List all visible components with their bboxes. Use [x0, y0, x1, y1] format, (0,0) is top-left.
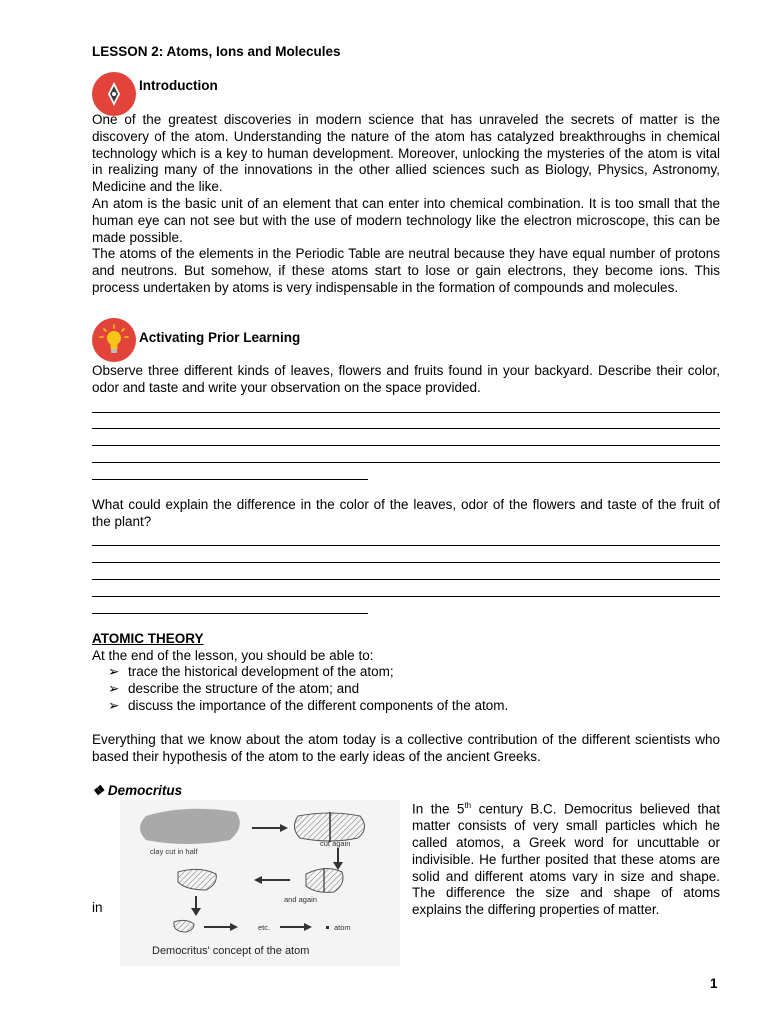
- arrow-bullet-icon: ➢: [108, 697, 120, 713]
- intro-paragraph: An atom is the basic unit of an element that can enter into chemical combination. It is too small that the human eye can not see but with the use of modern technology like the electron microscope, this can be made possible.: [92, 195, 720, 245]
- prior-question-2: What could explain the difference in the color of the leaves, odor of the flowers and taste of the fruit of the plant?: [92, 497, 720, 529]
- stray-word: in: [92, 900, 103, 915]
- figure-caption: Democritus' concept of the atom: [152, 945, 310, 957]
- page-number: 1: [710, 976, 718, 991]
- arrow-bullet-icon: ➢: [108, 664, 120, 679]
- answer-line: [92, 545, 720, 546]
- pen-icon: [92, 72, 136, 116]
- list-item: ➢ describe the structure of the atom; and: [108, 680, 360, 696]
- introduction-heading: Introduction: [139, 78, 218, 93]
- democritus-figure: [120, 800, 400, 966]
- arrow-bullet-icon: ➢: [108, 680, 120, 696]
- atomic-summary: Everything that we know about the atom today is a collective contribution of the different scientists who based their hypothesis of the atom to the early ideas of the ancient Greeks.: [92, 732, 720, 764]
- democritus-heading: ❖ Democritus: [92, 783, 183, 798]
- atomic-theory-heading: ATOMIC THEORY: [92, 631, 204, 646]
- figure-label-atom: atom: [334, 923, 351, 932]
- answer-line: [92, 445, 720, 446]
- answer-line: [92, 412, 720, 413]
- lesson-title: LESSON 2: Atoms, Ions and Molecules: [92, 44, 341, 59]
- answer-line: [92, 579, 720, 580]
- introduction-body: [92, 112, 720, 297]
- prior-question-1: Observe three different kinds of leaves, flowers and fruits found in your backyard. Describe their color, odor and taste and write your observation on the space provided.: [92, 363, 720, 395]
- diamond-bullet-icon: ❖: [92, 783, 105, 798]
- intro-paragraph: The atoms of the elements in the Periodic Table are neutral because they have equal number of protons and neutrons. But somehow, if these atoms start to lose or gain electrons, they become ions. This process undertaken by atoms is very indispensable in the formation of compounds and molecules.: [92, 246, 720, 295]
- answer-line: [92, 479, 368, 480]
- lightbulb-icon: [92, 318, 136, 362]
- objectives-list: [108, 664, 508, 714]
- answer-line: [92, 428, 720, 429]
- figure-label-etc: etc.: [258, 923, 271, 932]
- answer-line: [92, 613, 368, 614]
- prior-learning-heading: Activating Prior Learning: [139, 330, 301, 345]
- figure-label-again: and again: [284, 895, 317, 904]
- answer-line: [92, 462, 720, 463]
- list-item: ➢ trace the historical development of the atom;: [108, 664, 394, 679]
- intro-paragraph: One of the greatest discoveries in modern science that has unraveled the secrets of matter is the discovery of the atom. Understanding the nature of the atom has catalyzed breakthroughs in chemical technology which is a key to human development. Moreover, unlocking the mysteries of the atom is vital in realizing many of the innovations in the other allied sciences such as Biology, Physics, Astronomy, Medicine and the like.: [92, 112, 720, 195]
- objectives-lead: At the end of the lesson, you should be able to:: [92, 648, 374, 663]
- answer-line: [92, 562, 720, 563]
- figure-label-clay: clay cut in half: [150, 847, 198, 856]
- list-item: ➢ discuss the importance of the different components of the atom.: [108, 697, 509, 713]
- figure-label-cut: cut again: [320, 839, 351, 848]
- answer-line: [92, 596, 720, 597]
- democritus-text: In the 5th century B.C. Democritus believed that matter consists of very small particles which he called atomos, a Greek word for uncuttable or indivisible. He further posited that these atoms are solid and different atoms vary in size and shape. The difference the size and shape of atoms explains the differing properties of matter.: [412, 801, 720, 918]
